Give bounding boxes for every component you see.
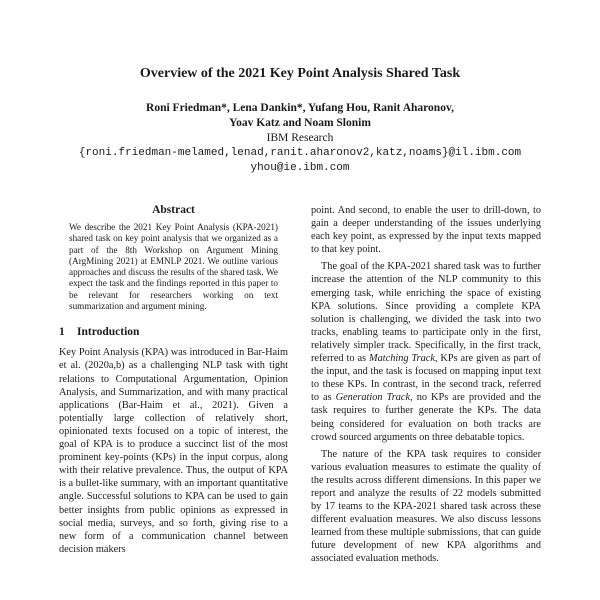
p2-text-a: The goal of the KPA-2021 shared task was to further increase the attention of the NLP community to this emerging task, while enriching the space of existing KPA solutions. Since providing a complete KPA solution is challenging, we divided the task into two tracks, enabling teams to participate only in the first, relatively simpler track. Specifically, in the first track, referred to as [311,261,541,365]
intro-paragraph-2 [311,260,541,443]
intro-paragraph-1-continued: point. And second, to enable the user to drill-down, to gain a deeper understanding of the issues underlying each key point, as expressed by the input texts mapped to that key point. [311,205,541,256]
abstract-text: We describe the 2021 Key Point Analysis (KPA-2021) shared task on key point analysis that we organized as a part of the 8th Workshop on Argument Mining (ArgMining 2021) at EMNLP 2021. We outline various approaches and discuss the results of the shared task. We expect the task and the findings reported in this paper to be relevant for researchers working on text summarization and argument mining. [69,222,278,312]
generation-track-term: Generation Track [335,392,411,404]
p2-text-c: , no KPs are provided and the task requires to further generate the KPs. The data being considered for evaluation on both tracks are crowd sourced arguments on three debatable topics. [311,392,541,443]
intro-paragraph-1: Key Point Analysis (KPA) was introduced in Bar-Haim et al. (2020a,b) as a challenging NLP task with tight relations to Computational Argumentation, Opinion Analysis, and Summarization, and with many practical applications (Bar-Haim et al., 2021). Given a potentially large collection of relatively short, opinionated texts focused on a topic of interest, the goal of KPA is to produce a succinct list of the most prominent key-points (KPs) in the input corpus, along with their relative prevalence. Thus, the output of KPA is a bullet-like summary, with an important quantitative angle. Successful solutions to KPA can be used to gain better insights from public opinions as expressed in social media, surveys, and so forth, giving rise to a new form of a communication channel between decision makers [59,347,288,555]
paper-title: Overview of the 2021 Key Point Analysis Shared Task [139,66,461,81]
matching-track-term: Matching Track [369,353,435,365]
email-line-1: {roni.friedman-melamed,lenad,ranit.aharonov2,katz,noams}@il.ibm.com [78,147,522,159]
section-heading-introduction [59,326,288,338]
abstract-heading: Abstract [152,204,195,216]
right-column [311,204,541,566]
section-number: 1 [59,326,65,339]
intro-paragraph-3: The nature of the KPA task requires to consider various evaluation measures to estimate the quality of the results across different dimensions. In this paper we report and analyze the results of 22 models submitted by 17 teams to the KPA-2021 shared task across these different evaluation measures. We also discuss lessons learned from these multiple submissions, that can guide future development of new KPA algorithms and associated evaluation methods. [311,448,541,565]
email-line-2: yhou@ie.ibm.com [250,162,350,174]
authors-line-2: Yoav Katz and Noam Slonim [229,117,371,129]
section-title: Introduction [77,326,140,339]
authors-line-1: Roni Friedman*, Lena Dankin*, Yufang Hou, Ranit Aharonov, [146,102,454,114]
affiliation: IBM Research [266,132,334,144]
left-column [59,204,288,556]
p2-text-b: , KPs are given as part of the input, and the task is focused on mapping input text to these KPs. In contrast, in the second track, referred to as [311,353,541,404]
author-block [40,101,560,176]
